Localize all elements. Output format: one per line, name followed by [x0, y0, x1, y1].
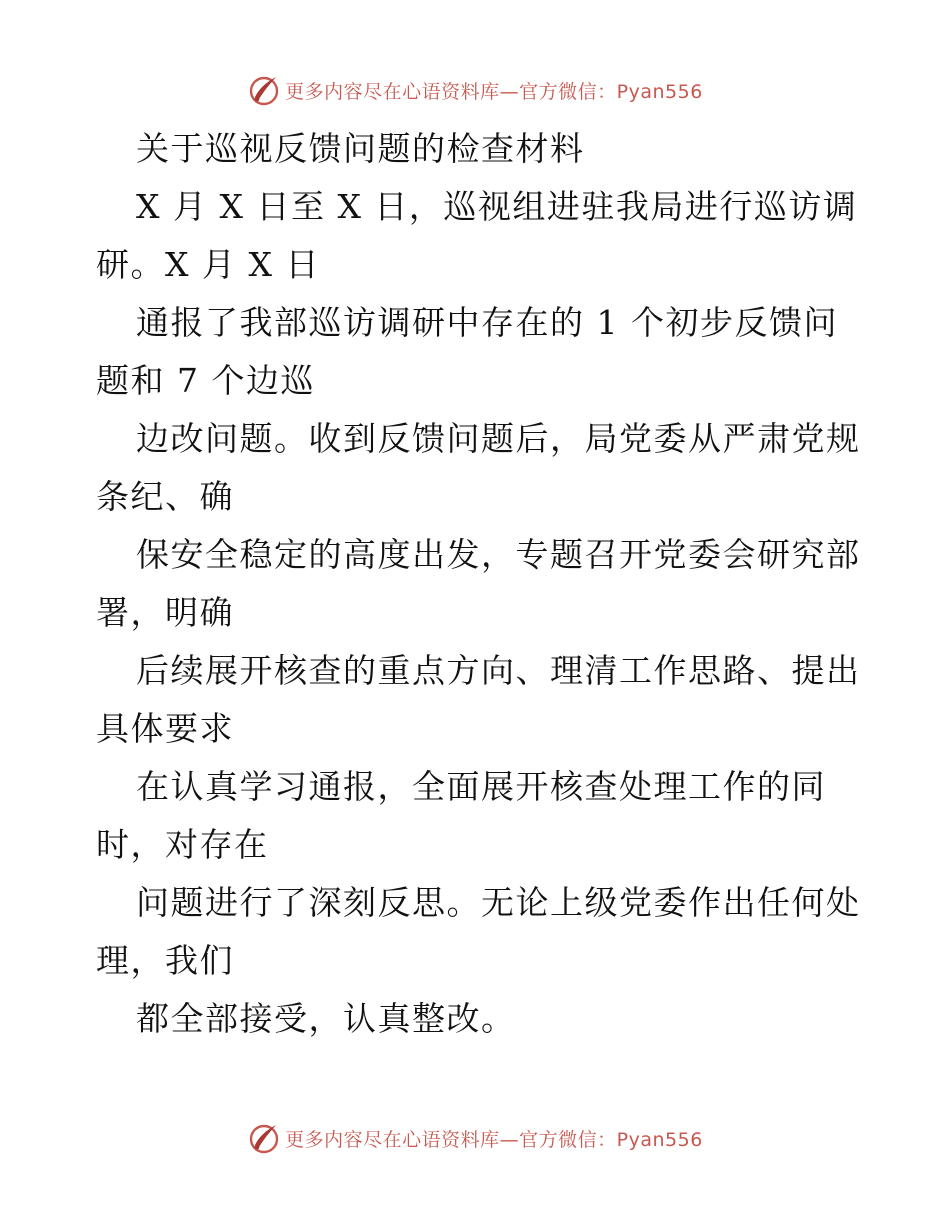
brush-logo-icon — [247, 73, 281, 107]
paragraph-line: 在认真学习通报，全面展开核查处理工作的同 — [136, 767, 826, 806]
header-banner — [0, 70, 950, 110]
document-title: 关于巡视反馈问题的检查材料 — [136, 129, 585, 168]
header-banner-text: 更多内容尽在心语资料库—官方微信：Pyan556 — [285, 80, 703, 103]
paragraph-line: 理，我们 — [96, 941, 234, 980]
paragraph-line: 边改问题。收到反馈问题后，局党委从严肃党规 — [136, 419, 861, 458]
paragraph-line: 都全部接受，认真整改。 — [136, 999, 516, 1038]
paragraph-line: 时，对存在 — [96, 825, 269, 864]
paragraph-line: X 月 X 日至 X 日，巡视组进驻我局进行巡访调 — [136, 187, 858, 226]
paragraph-line: 题和 7 个边巡 — [96, 361, 315, 400]
paragraph-line: 通报了我部巡访调研中存在的 1 个初步反馈问 — [136, 303, 838, 342]
brush-logo-icon — [247, 1121, 281, 1155]
footer-banner-text: 更多内容尽在心语资料库—官方微信：Pyan556 — [285, 1128, 703, 1151]
footer-banner — [0, 1118, 950, 1158]
paragraph-line: 条纪、确 — [96, 477, 234, 516]
paragraph-line: 保安全稳定的高度出发，专题召开党委会研究部 — [136, 535, 861, 574]
paragraph-line: 署，明确 — [96, 593, 234, 632]
paragraph-line: 问题进行了深刻反思。无论上级党委作出任何处 — [136, 883, 861, 922]
paragraph-line: 具体要求 — [96, 709, 234, 748]
document-body — [96, 120, 866, 1048]
paragraph-line: 研。X 月 X 日 — [96, 245, 320, 284]
paragraph-line: 后续展开核查的重点方向、理清工作思路、提出 — [136, 651, 861, 690]
